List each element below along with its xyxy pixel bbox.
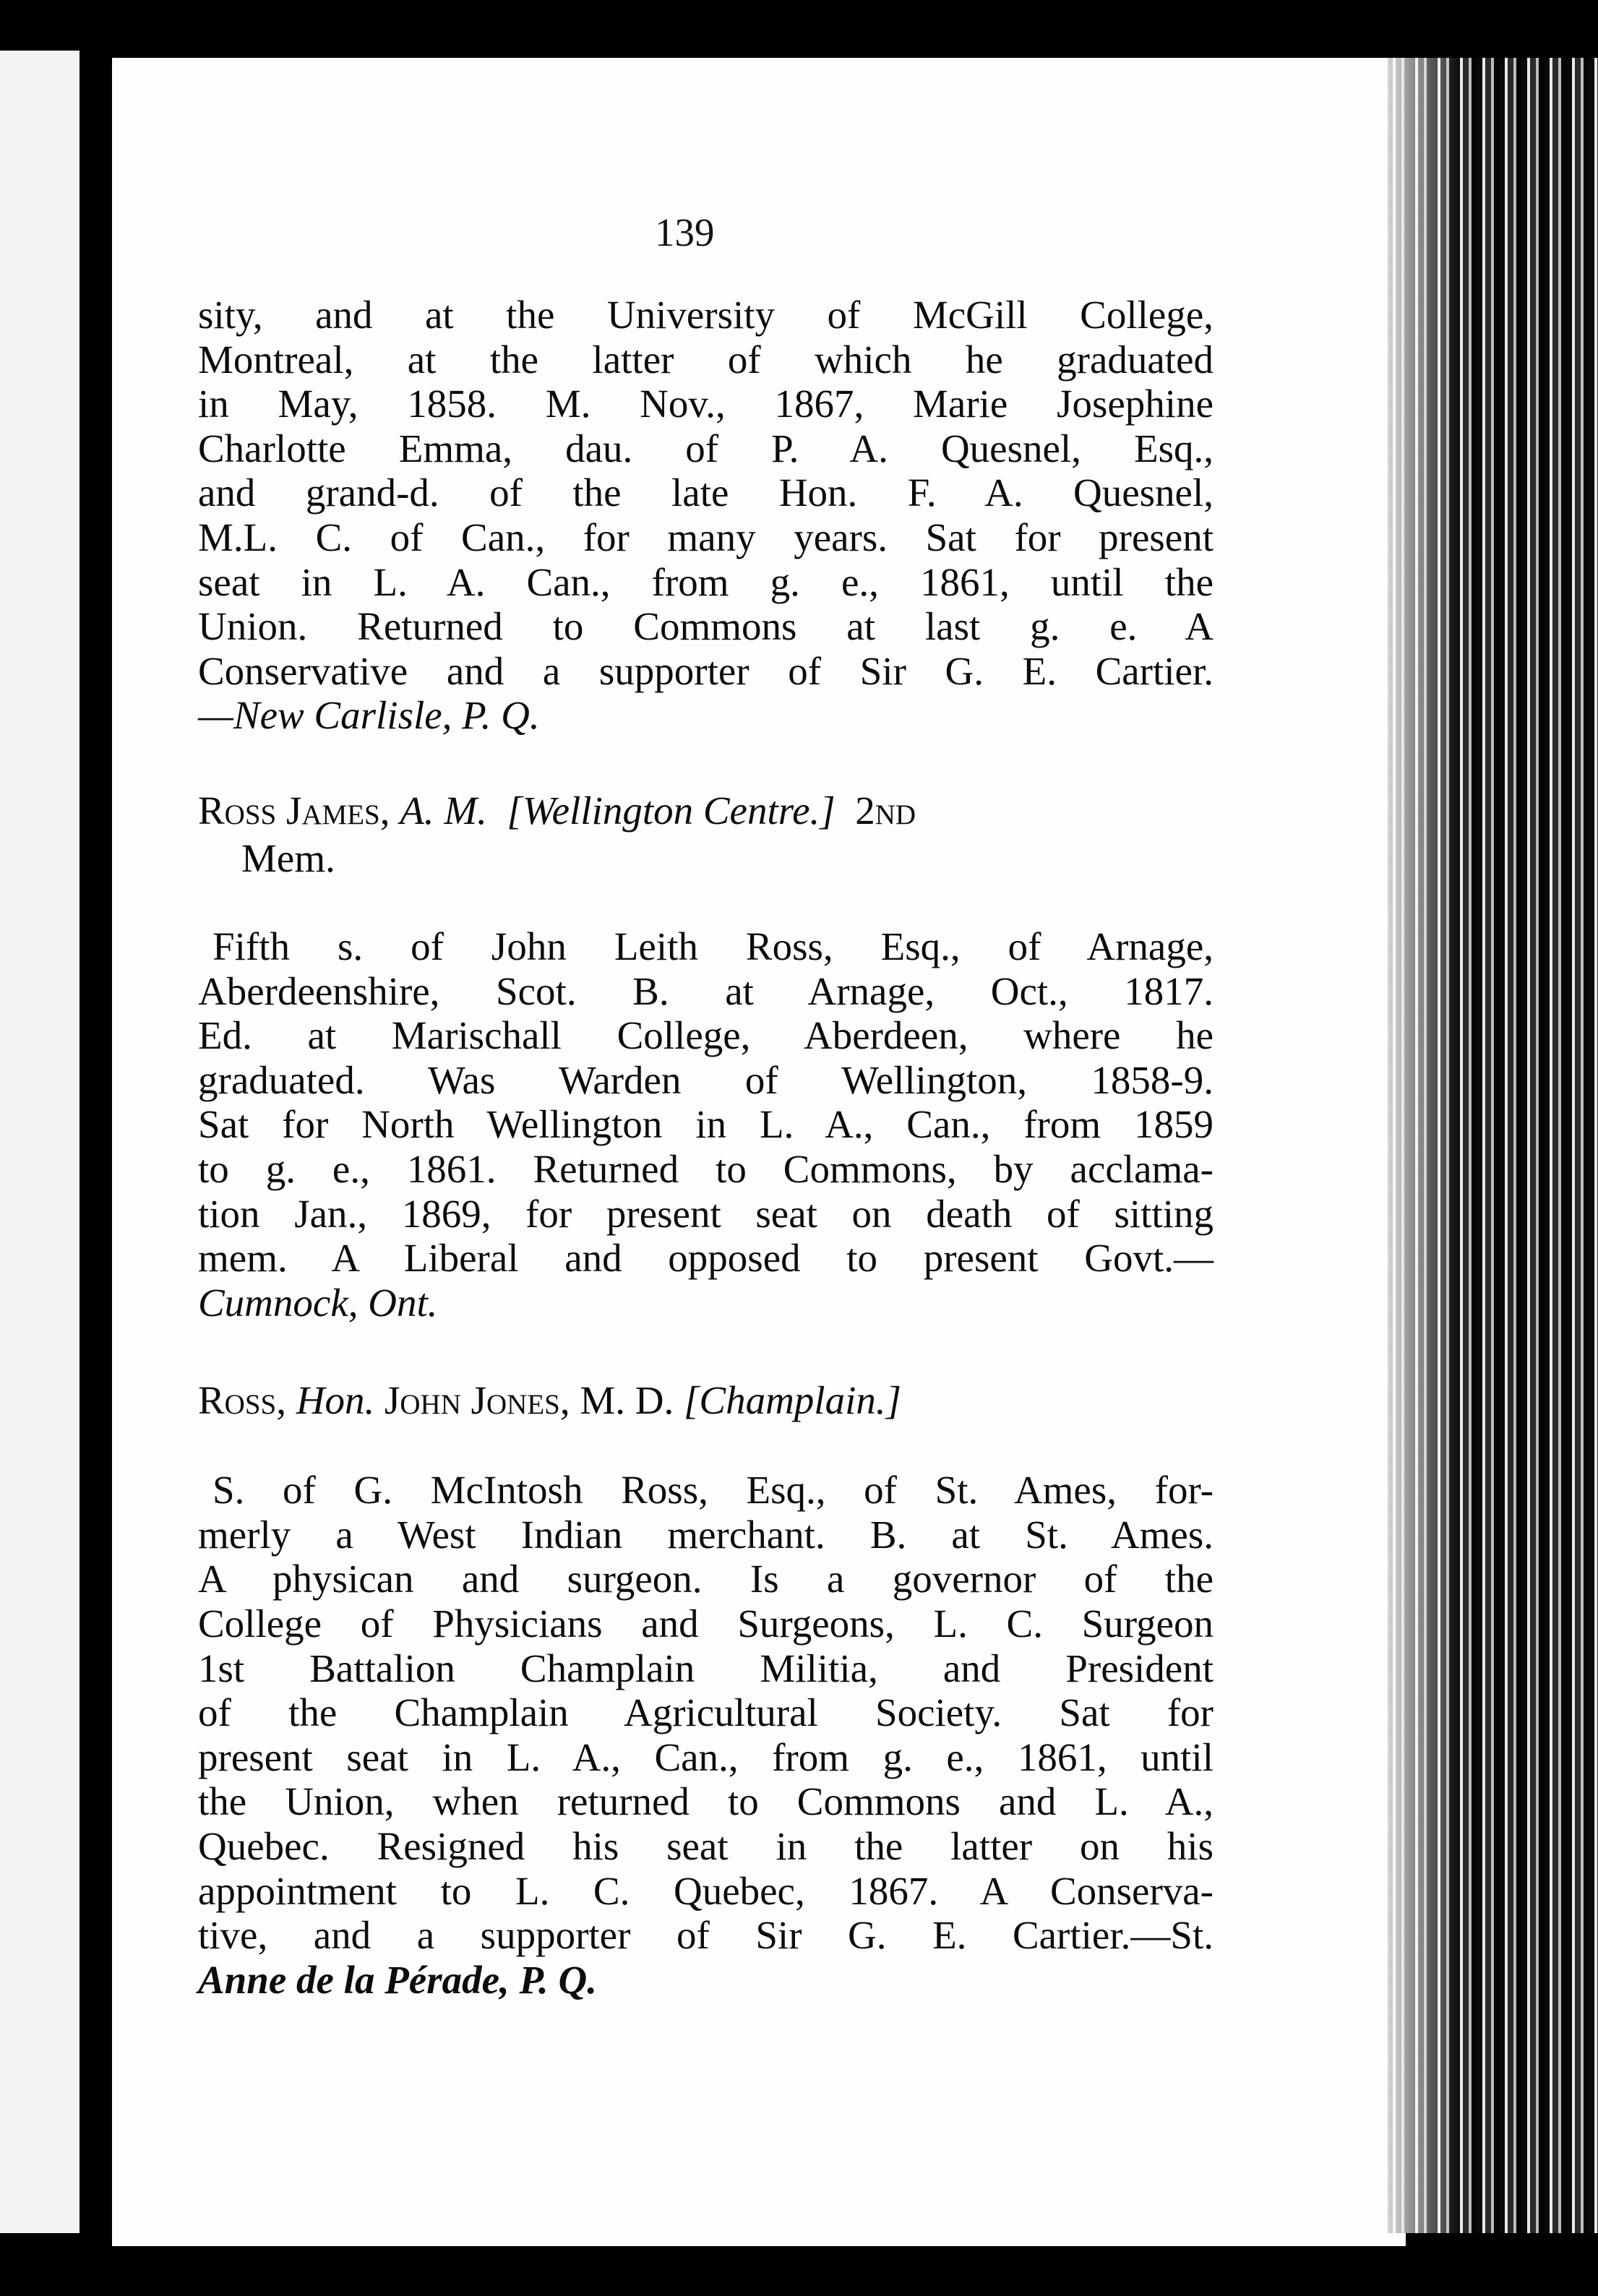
text-line: and grand-d. of the late Hon. F. A. Quesnel, bbox=[198, 470, 1213, 515]
continued-entry bbox=[198, 293, 1213, 738]
entry-ross-john-jones bbox=[198, 1378, 1213, 2002]
facing-page-edge bbox=[0, 51, 80, 2262]
gutter-shadow bbox=[1373, 58, 1460, 2233]
text-line: College of Physicians and Surgeons, L. C. Surgeon bbox=[198, 1601, 1213, 1646]
spacer bbox=[198, 1325, 1213, 1378]
text-line: A physican and surgeon. Is a governor of the bbox=[198, 1557, 1213, 1601]
spacer bbox=[198, 1426, 1213, 1468]
entry-degree: M. D. bbox=[580, 1378, 674, 1423]
residence-line: —New Carlisle, P. Q. bbox=[198, 693, 540, 738]
text-line: Ed. at Marischall College, Aberdeen, where he bbox=[198, 1013, 1213, 1058]
entry-name: John Jones, bbox=[384, 1378, 570, 1423]
text-line: Sat for North Wellington in L. A., Can., from 1859 bbox=[198, 1102, 1213, 1147]
text-line: appointment to L. C. Quebec, 1867. A Conserva- bbox=[198, 1868, 1213, 1913]
spacer bbox=[198, 738, 1213, 788]
entry-constituency: [Champlain.] bbox=[684, 1378, 902, 1423]
text-line: M.L. C. of Can., for many years. Sat for present bbox=[198, 515, 1213, 559]
residence-line: Cumnock, Ont. bbox=[198, 1280, 438, 1325]
scan-top-border bbox=[0, 0, 1598, 65]
entry-ross-james bbox=[198, 788, 1213, 1325]
text-line: tion Jan., 1869, for present seat on death of sitting bbox=[198, 1191, 1213, 1236]
entry-heading bbox=[198, 788, 1213, 836]
entry-name: Ross James, bbox=[198, 788, 390, 833]
entry-title: Hon. bbox=[296, 1378, 375, 1423]
text-line: Quebec. Resigned his seat in the latter on his bbox=[198, 1824, 1213, 1869]
entry-constituency: [Wellington Centre.] bbox=[507, 788, 835, 833]
entry-heading bbox=[198, 1378, 1213, 1426]
text-line: Fifth s. of John Leith Ross, Esq., of Arnage, bbox=[212, 924, 1213, 968]
scan-bottom-border bbox=[0, 2233, 1598, 2296]
text-line: graduated. Was Warden of Wellington, 1858-9. bbox=[198, 1057, 1213, 1102]
text-line: of the Champlain Agricultural Society. Sat for bbox=[198, 1690, 1213, 1735]
text-line: merly a West Indian merchant. B. at St. Ames. bbox=[198, 1512, 1213, 1557]
entry-surname: Ross, bbox=[198, 1378, 286, 1423]
scan-left-border bbox=[80, 51, 112, 2276]
text-line: Union. Returned to Commons at last g. e. A bbox=[198, 604, 1213, 649]
entry-degree: A. M. bbox=[400, 788, 487, 833]
residence-line: Anne de la Pérade, P. Q. bbox=[198, 1957, 598, 2002]
text-line: in May, 1858. M. Nov., 1867, Marie Josephine bbox=[198, 382, 1213, 426]
text-line: mem. A Liberal and opposed to present Govt.— bbox=[198, 1236, 1213, 1281]
page-number: 139 bbox=[655, 210, 715, 254]
text-line: seat in L. A. Can., from g. e., 1861, until the bbox=[198, 559, 1213, 604]
page-bottom-edge bbox=[112, 2233, 1406, 2246]
text-line: the Union, when returned to Commons and L. A., bbox=[198, 1779, 1213, 1824]
text-line: to g. e., 1861. Returned to Commons, by acclama- bbox=[198, 1146, 1213, 1191]
text-line: Charlotte Emma, dau. of P. A. Quesnel, Esq., bbox=[198, 426, 1213, 470]
text-line: present seat in L. A., Can., from g. e., 1861, until bbox=[198, 1734, 1213, 1779]
spacer bbox=[198, 884, 1213, 924]
text-line: S. of G. McIntosh Ross, Esq., of St. Ames, for- bbox=[212, 1468, 1213, 1513]
text-line: Conservative and a supporter of Sir G. E. Cartier. bbox=[198, 648, 1213, 693]
text-line: tive, and a supporter of Sir G. E. Cartier.—St. bbox=[198, 1913, 1213, 1958]
entry-member-note-cont: Mem. bbox=[241, 835, 335, 880]
text-line: 1st Battalion Champlain Militia, and President bbox=[198, 1646, 1213, 1690]
page-text bbox=[198, 293, 1213, 2002]
entry-member-note: 2nd bbox=[855, 788, 916, 833]
text-line: sity, and at the University of McGill College, bbox=[198, 293, 1213, 337]
text-line: Montreal, at the latter of which he graduated bbox=[198, 337, 1213, 382]
text-line: Aberdeenshire, Scot. B. at Arnage, Oct., 1817. bbox=[198, 968, 1213, 1013]
